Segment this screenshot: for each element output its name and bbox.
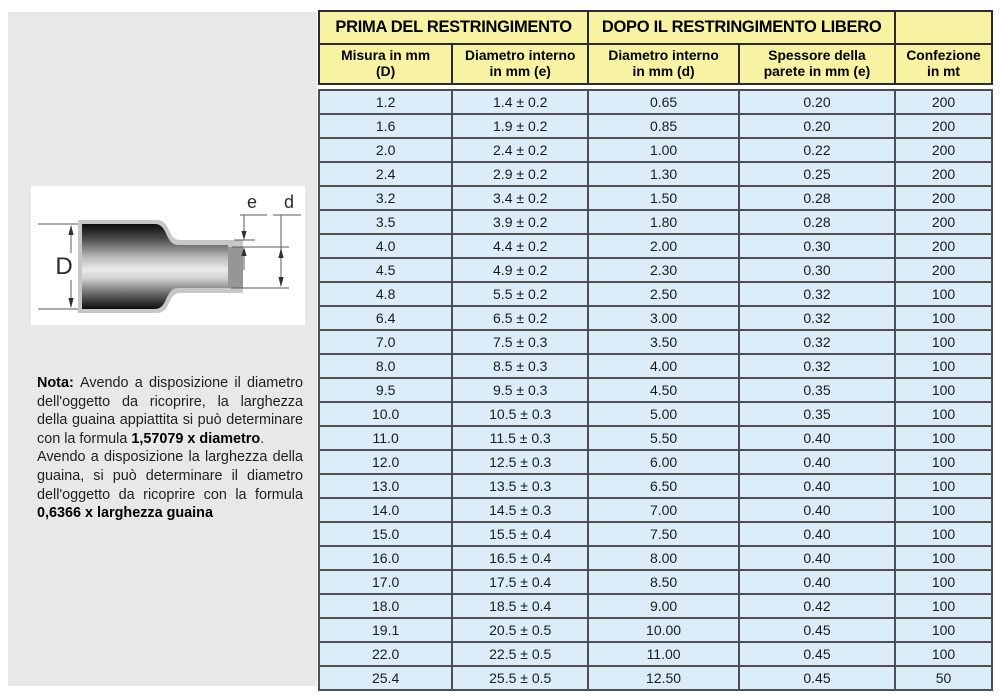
- table-cell: 16.5 ± 0.4: [452, 546, 588, 570]
- table-cell: 100: [895, 522, 992, 546]
- table-cell: 100: [895, 306, 992, 330]
- table-cell: 200: [895, 234, 992, 258]
- table-cell: 0.40: [739, 522, 895, 546]
- table-row: [319, 642, 992, 666]
- table-cell: 22.0: [319, 642, 452, 666]
- table-cell: 4.00: [588, 354, 739, 378]
- table-cell: 9.00: [588, 594, 739, 618]
- table-cell: 2.50: [588, 282, 739, 306]
- table-cell: 7.00: [588, 498, 739, 522]
- table-row: [319, 258, 992, 282]
- left-panel: [8, 12, 317, 686]
- table-row: [319, 570, 992, 594]
- table-cell: 2.9 ± 0.2: [452, 162, 588, 186]
- table-row: [319, 426, 992, 450]
- table-row: [319, 330, 992, 354]
- col-header-spessore: [739, 44, 895, 84]
- table-cell: 0.35: [739, 402, 895, 426]
- data-table: [318, 89, 993, 691]
- table-cell: 100: [895, 594, 992, 618]
- arrow-up-icon: [278, 248, 283, 258]
- group-header-dopo: DOPO IL RESTRINGIMENTO LIBERO: [588, 11, 895, 44]
- table-row: [319, 594, 992, 618]
- table-cell: 200: [895, 162, 992, 186]
- table-cell: 100: [895, 282, 992, 306]
- table-cell: 18.0: [319, 594, 452, 618]
- table-cell: 15.0: [319, 522, 452, 546]
- table-cell: 15.5 ± 0.4: [452, 522, 588, 546]
- tube-bore: [228, 247, 243, 288]
- table-cell: 7.5 ± 0.3: [452, 330, 588, 354]
- col-header-line2: (D): [376, 64, 396, 79]
- table-cell: 1.2: [319, 90, 452, 114]
- table-cell: 200: [895, 90, 992, 114]
- col-header-line2: in mm (d): [632, 64, 695, 79]
- spec-table-area: [318, 10, 993, 691]
- table-cell: 0.28: [739, 210, 895, 234]
- table-cell: 5.5 ± 0.2: [452, 282, 588, 306]
- table-cell: 200: [895, 186, 992, 210]
- table-cell: 6.50: [588, 474, 739, 498]
- col-header-diametro-interno-d: [588, 44, 739, 84]
- table-cell: 100: [895, 402, 992, 426]
- table-cell: 2.4: [319, 162, 452, 186]
- table-cell: 50: [895, 666, 992, 690]
- table-cell: 0.40: [739, 426, 895, 450]
- table-cell: 12.5 ± 0.3: [452, 450, 588, 474]
- table-cell: 200: [895, 114, 992, 138]
- col-header-line1: Diametro interno: [465, 48, 576, 63]
- table-row: [319, 162, 992, 186]
- table-cell: 4.50: [588, 378, 739, 402]
- note-text: [37, 374, 303, 523]
- table-cell: 0.40: [739, 450, 895, 474]
- table-cell: 1.4 ± 0.2: [452, 90, 588, 114]
- table-cell: 1.9 ± 0.2: [452, 114, 588, 138]
- table-row: [319, 354, 992, 378]
- table-cell: 4.8: [319, 282, 452, 306]
- arrow-down-icon: [278, 277, 283, 287]
- table-cell: 14.5 ± 0.3: [452, 498, 588, 522]
- table-cell: 2.4 ± 0.2: [452, 138, 588, 162]
- table-cell: 0.45: [739, 618, 895, 642]
- table-cell: 25.4: [319, 666, 452, 690]
- table-cell: 100: [895, 354, 992, 378]
- table-row: [319, 186, 992, 210]
- table-cell: 19.1: [319, 618, 452, 642]
- table-cell: 2.30: [588, 258, 739, 282]
- table-cell: 0.25: [739, 162, 895, 186]
- table-cell: 11.00: [588, 642, 739, 666]
- table-cell: 12.50: [588, 666, 739, 690]
- table-cell: 100: [895, 498, 992, 522]
- table-cell: 10.5 ± 0.3: [452, 402, 588, 426]
- table-cell: 0.40: [739, 498, 895, 522]
- table-row: [319, 474, 992, 498]
- group-header-prima: PRIMA DEL RESTRINGIMENTO: [319, 11, 588, 44]
- table-cell: 100: [895, 546, 992, 570]
- table-cell: 100: [895, 378, 992, 402]
- note-paragraph: [37, 448, 303, 522]
- group-header-empty: [895, 11, 992, 44]
- table-cell: 22.5 ± 0.5: [452, 642, 588, 666]
- table-cell: 18.5 ± 0.4: [452, 594, 588, 618]
- table-cell: 11.0: [319, 426, 452, 450]
- table-row: [319, 210, 992, 234]
- table-row: [319, 546, 992, 570]
- table-cell: 0.32: [739, 330, 895, 354]
- table-cell: 1.30: [588, 162, 739, 186]
- note-segment: Avendo a disposizione la larghezza della guaina, si può determinare il diametro dell'oggetto da ricoprire con la formula: [37, 449, 303, 503]
- table-cell: 9.5 ± 0.3: [452, 378, 588, 402]
- col-header-misura: [319, 44, 452, 84]
- table-cell: 8.0: [319, 354, 452, 378]
- table-cell: 0.40: [739, 570, 895, 594]
- table-row: [319, 90, 992, 114]
- col-header-confezione: [895, 44, 992, 84]
- table-cell: 100: [895, 474, 992, 498]
- table-row: [319, 282, 992, 306]
- arrow-up-icon: [68, 225, 73, 235]
- table-cell: 3.2: [319, 186, 452, 210]
- table-row: [319, 306, 992, 330]
- table-cell: 1.6: [319, 114, 452, 138]
- table-cell: 2.00: [588, 234, 739, 258]
- arrow-down-icon: [241, 231, 246, 240]
- table-cell: 10.00: [588, 618, 739, 642]
- table-cell: 3.4 ± 0.2: [452, 186, 588, 210]
- table-cell: 100: [895, 642, 992, 666]
- table-cell: 0.40: [739, 546, 895, 570]
- table-cell: 25.5 ± 0.5: [452, 666, 588, 690]
- table-cell: 4.5: [319, 258, 452, 282]
- table-cell: 17.0: [319, 570, 452, 594]
- table-cell: 4.9 ± 0.2: [452, 258, 588, 282]
- table-cell: 4.0: [319, 234, 452, 258]
- table-row: [319, 138, 992, 162]
- table-cell: 100: [895, 426, 992, 450]
- arrow-down-icon: [68, 298, 73, 308]
- table-cell: 1.00: [588, 138, 739, 162]
- col-header-line1: Misura in mm: [341, 48, 431, 63]
- table-row: [319, 402, 992, 426]
- table-cell: 100: [895, 330, 992, 354]
- note-bold-segment: Nota:: [37, 375, 80, 391]
- table-cell: 0.28: [739, 186, 895, 210]
- table-cell: 0.35: [739, 378, 895, 402]
- table-cell: 0.45: [739, 666, 895, 690]
- col-header-line2: in mt: [927, 64, 961, 79]
- note-segment: Avendo a disposizione il diametro dell'oggetto da ricoprire, la larghezza della guaina appiattita si può determinare con la formula: [37, 375, 303, 447]
- heat-shrink-tube-drawing: [31, 186, 305, 325]
- table-cell: 5.00: [588, 402, 739, 426]
- col-header-line2: parete in mm (e): [763, 64, 871, 79]
- table-cell: 13.5 ± 0.3: [452, 474, 588, 498]
- tube-body: [82, 224, 228, 309]
- table-cell: 1.50: [588, 186, 739, 210]
- table-cell: 17.5 ± 0.4: [452, 570, 588, 594]
- table-cell: 3.50: [588, 330, 739, 354]
- table-cell: 100: [895, 450, 992, 474]
- table-cell: 3.00: [588, 306, 739, 330]
- table-cell: 0.32: [739, 354, 895, 378]
- table-cell: 0.20: [739, 114, 895, 138]
- table-cell: 8.5 ± 0.3: [452, 354, 588, 378]
- table-cell: 0.20: [739, 90, 895, 114]
- table-cell: 0.65: [588, 90, 739, 114]
- col-header-line1: Diametro interno: [608, 48, 719, 63]
- table-cell: 0.45: [739, 642, 895, 666]
- tube-diagram: [31, 186, 305, 325]
- header-table: [318, 10, 993, 85]
- table-cell: 5.50: [588, 426, 739, 450]
- table-cell: 12.0: [319, 450, 452, 474]
- note-paragraph: [37, 374, 303, 448]
- table-row: [319, 114, 992, 138]
- table-cell: 2.0: [319, 138, 452, 162]
- table-cell: 0.32: [739, 282, 895, 306]
- note-segment: .: [260, 430, 265, 447]
- table-cell: 14.0: [319, 498, 452, 522]
- col-header-line2: in mm (e): [489, 64, 551, 79]
- table-cell: 10.0: [319, 402, 452, 426]
- table-row: [319, 666, 992, 690]
- table-cell: 100: [895, 618, 992, 642]
- table-cell: 0.40: [739, 474, 895, 498]
- table-cell: 6.4: [319, 306, 452, 330]
- table-cell: 0.32: [739, 306, 895, 330]
- table-row: [319, 378, 992, 402]
- table-cell: 20.5 ± 0.5: [452, 618, 588, 642]
- table-cell: 16.0: [319, 546, 452, 570]
- table-row: [319, 522, 992, 546]
- note-bold-segment: 0,6366 x larghezza guaina: [37, 505, 213, 522]
- table-cell: 6.00: [588, 450, 739, 474]
- table-cell: 7.50: [588, 522, 739, 546]
- table-cell: 8.50: [588, 570, 739, 594]
- table-cell: 1.80: [588, 210, 739, 234]
- table-row: [319, 618, 992, 642]
- table-cell: 0.30: [739, 234, 895, 258]
- label-d: d: [283, 192, 295, 212]
- col-header-line1: Spessore della: [768, 48, 866, 63]
- table-cell: 6.5 ± 0.2: [452, 306, 588, 330]
- table-cell: 0.30: [739, 258, 895, 282]
- col-header-diametro-interno-e: [452, 44, 588, 84]
- table-cell: 9.5: [319, 378, 452, 402]
- label-e: e: [246, 192, 258, 212]
- label-D: D: [55, 253, 73, 280]
- table-cell: 3.9 ± 0.2: [452, 210, 588, 234]
- table-cell: 13.0: [319, 474, 452, 498]
- col-header-line1: Confezione: [906, 48, 981, 63]
- table-cell: 7.0: [319, 330, 452, 354]
- table-row: [319, 498, 992, 522]
- table-cell: 11.5 ± 0.3: [452, 426, 588, 450]
- table-cell: 100: [895, 570, 992, 594]
- table-cell: 0.85: [588, 114, 739, 138]
- table-cell: 3.5: [319, 210, 452, 234]
- table-cell: 0.42: [739, 594, 895, 618]
- table-row: [319, 234, 992, 258]
- table-cell: 8.00: [588, 546, 739, 570]
- table-cell: 200: [895, 258, 992, 282]
- note-bold-segment: 1,57079 x diametro: [131, 430, 261, 447]
- table-row: [319, 450, 992, 474]
- table-cell: 4.4 ± 0.2: [452, 234, 588, 258]
- table-cell: 0.22: [739, 138, 895, 162]
- table-cell: 200: [895, 138, 992, 162]
- table-cell: 200: [895, 210, 992, 234]
